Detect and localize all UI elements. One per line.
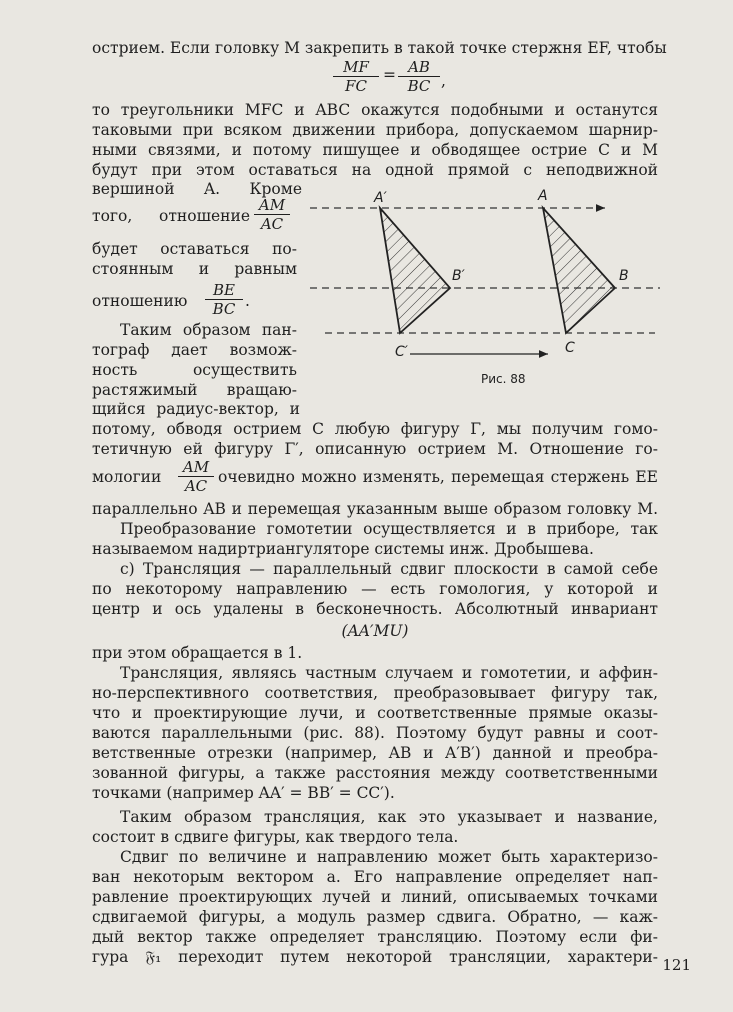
- text-line: при этом обращается в 1.: [92, 644, 303, 662]
- text-line: точками (например AA′ = BB′ = CC′).: [92, 784, 395, 802]
- text-line: Трансляция, являясь частным случаем и гомотетии, и аффин-: [120, 664, 658, 682]
- text-line: центр и ось удалены в бесконечность. Абсолютный инвариант: [92, 600, 658, 618]
- fraction-numerator: MF: [333, 58, 379, 77]
- fraction-denominator: AC: [184, 477, 208, 495]
- text-line: стоянным и равным: [92, 260, 297, 278]
- text-line: тограф дает возмож-: [92, 341, 297, 359]
- text-line: зованной фигуры, а также расстояния между соответственными: [92, 764, 658, 782]
- text-line: будет оставаться по-: [92, 240, 297, 258]
- label-b-prime: B′: [452, 268, 465, 284]
- text-line: Таким образом трансляция, как это указывает и название,: [120, 808, 658, 826]
- text-line: состоит в сдвиге фигуры, как твердого тела.: [92, 828, 459, 846]
- label-c: C: [565, 340, 575, 356]
- figure-caption: Рис. 88: [481, 372, 526, 386]
- text-line: ветственные отрезки (например, AB и A′B′) данной и преобра-: [92, 744, 658, 762]
- label-b: B: [619, 268, 629, 284]
- text-line: вершиной A. Кроме: [92, 180, 302, 198]
- comma: ,: [441, 72, 446, 90]
- fraction-be-bc: [205, 281, 243, 318]
- text-line: называемом надиртриангуляторе системы инж. Дробышева.: [92, 540, 594, 558]
- fraction-mf-fc: [333, 58, 379, 95]
- text-line: Таким образом пан-: [120, 321, 297, 339]
- fraction-denominator: BC: [212, 300, 236, 318]
- page-number: 121: [662, 956, 691, 974]
- fraction-numerator: AM: [254, 196, 290, 215]
- triangle-a-prime-b-prime-c-prime: [380, 208, 450, 333]
- text-line: сдвигаемой фигуры, а модуль размер сдвига. Обратно, — каж-: [92, 908, 658, 926]
- fraction-denominator: BC: [407, 77, 431, 95]
- label-a-prime: A′: [374, 190, 387, 206]
- text-line: будут при этом оставаться на одной прямой с неподвижной: [92, 161, 658, 179]
- text-line: таковыми при всяком движении прибора, допускаемом шарнир-: [92, 121, 658, 139]
- text-line: параллельно AB и перемещая указанным выше образом головку M.: [92, 500, 658, 518]
- fraction-denominator: AC: [260, 215, 284, 233]
- invariant-formula: (AA′MU): [341, 622, 409, 640]
- text-line: по некоторому направлению — есть гомология, у которой и: [92, 580, 658, 598]
- equals-sign: =: [383, 66, 396, 84]
- text-line: c) Трансляция — параллельный сдвиг плоскости в самой себе: [120, 560, 658, 578]
- text-line: потому, обводя острием C любую фигуру Γ, мы получим гомо-: [92, 420, 658, 438]
- fraction-am-ac-homology: [178, 458, 214, 495]
- figure-88: [300, 180, 670, 370]
- text-line: гура 𝔉₁ переходит путем некоторой трансляции, характери-: [92, 948, 658, 966]
- text-line: мологии: [92, 468, 162, 486]
- text-line: Сдвиг по величине и направлению может быть характеризо-: [120, 848, 658, 866]
- fraction-am-ac: [254, 196, 290, 233]
- label-a: A: [538, 188, 548, 204]
- text-line: что и проектирующие лучи, и соответственные прямые оказы-: [92, 704, 658, 722]
- label-c-prime: C′: [395, 344, 408, 360]
- fraction-numerator: AB: [398, 58, 440, 77]
- triangle-abc: [543, 208, 615, 333]
- period: .: [245, 292, 250, 310]
- text-line: щийся радиус-вектор, и: [92, 400, 300, 418]
- text-line: острием. Если головку M закрепить в такой точке стержня EF, чтобы: [92, 39, 667, 57]
- text-line: того, отношение: [92, 207, 250, 225]
- text-line: равление проектирующих лучей и линий, описываемых точками: [92, 888, 658, 906]
- fraction-denominator: FC: [345, 77, 367, 95]
- text-line: дый вектор также определяет трансляцию. Поэтому если фи-: [92, 928, 658, 946]
- fraction-ab-bc: [398, 58, 440, 95]
- text-line: тетичную ей фигуру Γ′, описанную острием M. Отношение го-: [92, 440, 658, 458]
- text-line: ность осуществить: [92, 361, 297, 379]
- text-line: ными связями, и потому пишущее и обводящее острие C и M: [92, 141, 658, 159]
- text-line: очевидно можно изменять, перемещая стержень EE: [218, 468, 658, 486]
- fraction-numerator: AM: [178, 458, 214, 477]
- text-line: то треугольники MFC и ABC окажутся подобными и останутся: [92, 101, 658, 119]
- text-line: ваются параллельными (рис. 88). Поэтому будут равны и соот-: [92, 724, 658, 742]
- text-line: но-перспективного соответствия, преобразовывает фигуру так,: [92, 684, 658, 702]
- text-line: отношению: [92, 292, 188, 310]
- text-line: ван некоторым вектором a. Его направление определяет нап-: [92, 868, 658, 886]
- text-line: растяжимый вращаю-: [92, 381, 297, 399]
- fraction-numerator: BE: [205, 281, 243, 300]
- text-line: Преобразование гомотетии осуществляется и в приборе, так: [120, 520, 658, 538]
